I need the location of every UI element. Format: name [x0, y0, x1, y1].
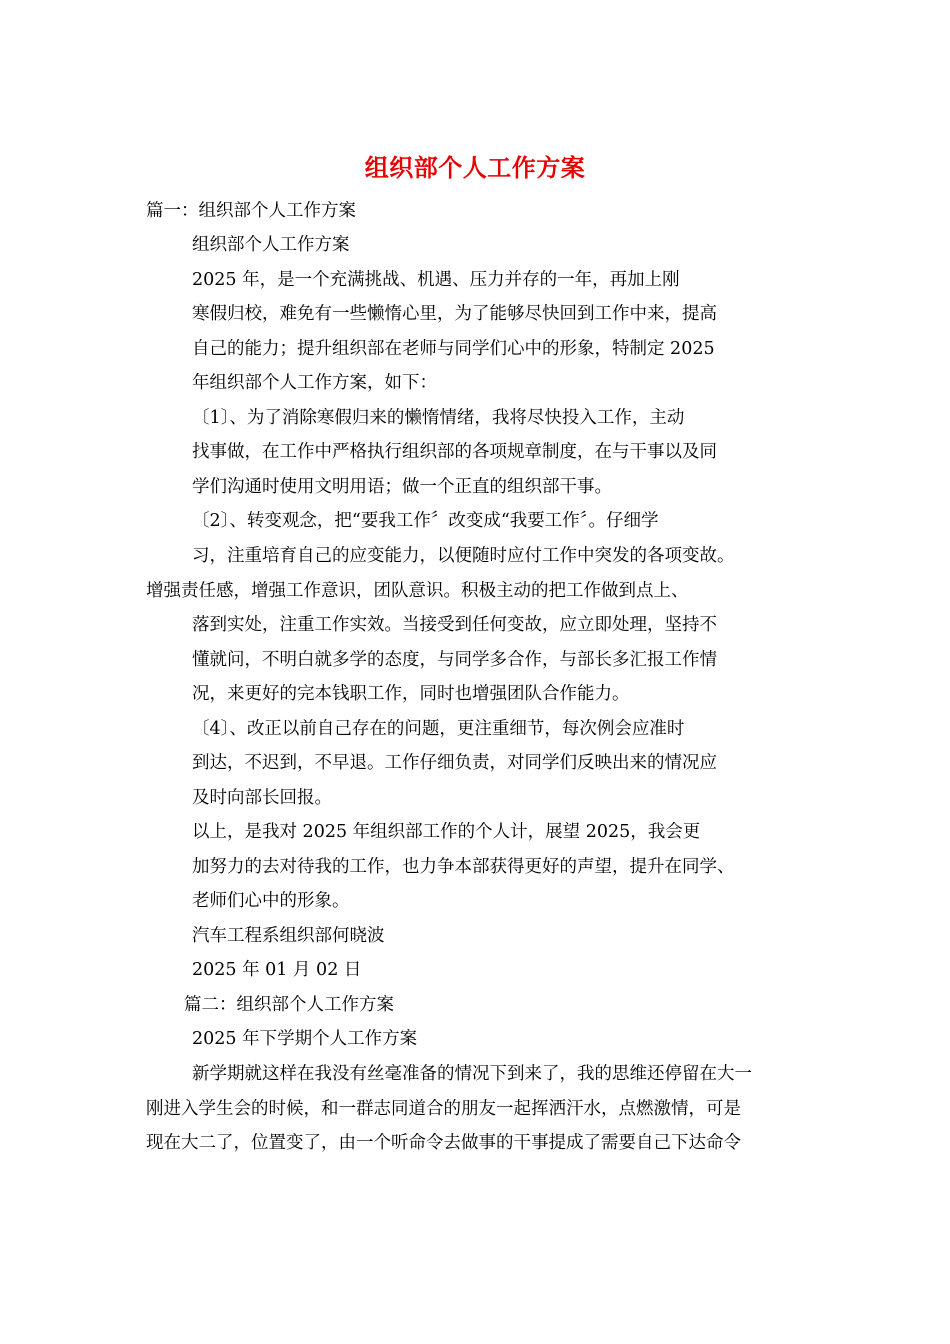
paragraph-line: 年组织部个人工作方案，如下： — [192, 373, 437, 393]
paragraph-line: 现在大二了，位置变了，由一个听命令去做事的干事提成了需要自己下达命令 — [146, 1133, 741, 1153]
paragraph-line: 以上，是我对 2025 年组织部工作的个人计，展望 2025，我会更 — [192, 822, 701, 842]
paragraph-line: 老师们心中的形象。 — [192, 891, 350, 911]
paragraph-line: 寒假归校，难免有一些懒惰心里，为了能够尽快回到工作中来，提高 — [192, 304, 717, 324]
paragraph-line: 懂就问，不明白就多学的态度，与同学多合作，与部长多汇报工作情 — [192, 650, 717, 670]
paragraph-line: 况，来更好的完本钱职工作，同时也增强团队合作能力。 — [192, 684, 630, 704]
paragraph-line: 〔1〕、为了消除寒假归来的懒惰情绪，我将尽快投入工作，主动 — [192, 408, 685, 428]
paragraph-line: 到达，不迟到，不早退。工作仔细负责，对同学们反映出来的情况应 — [192, 753, 717, 773]
paragraph-line: 新学期就这样在我没有丝毫准备的情况下到来了，我的思维还停留在大一 — [192, 1064, 752, 1084]
paragraph-line: 及时向部长回报。 — [192, 788, 332, 808]
paragraph-line: 2025 年，是一个充满挑战、机遇、压力并存的一年，再加上刚 — [192, 270, 680, 290]
signature-name: 汽车工程系组织部何晓波 — [192, 926, 385, 946]
paragraph-line: 找事做，在工作中严格执行组织部的各项规章制度，在与干事以及同 — [192, 442, 717, 462]
paragraph-line: 自己的能力；提升组织部在老师与同学们心中的形象，特制定 2025 — [192, 339, 715, 359]
paragraph-line: 增强责任感，增强工作意识，团队意识。积极主动的把工作做到点上、 — [146, 581, 689, 601]
paragraph-line: 习，注重培育自己的应变能力，以便随时应付工作中突发的各项变故。 — [192, 546, 735, 566]
paragraph-line: 落到实处，注重工作实效。当接受到任何变故，应立即处理，坚持不 — [192, 615, 717, 635]
paragraph-line: 加努力的去对待我的工作，也力争本部获得更好的声望，提升在同学、 — [192, 857, 735, 877]
paragraph-line: 组织部个人工作方案 — [192, 235, 350, 255]
paragraph-line: 刚进入学生会的时候，和一群志同道合的朋友一起挥洒汗水，点燃激情，可是 — [146, 1099, 741, 1119]
signature-date: 2025 年 01 月 02 日 — [192, 960, 362, 980]
paragraph-line: 〔2〕、转变观念，把“要我工作〞改变成“我要工作〞。仔细学 — [192, 511, 659, 531]
page-title: 组织部个人工作方案 — [364, 153, 586, 182]
paragraph-line: 2025 年下学期个人工作方案 — [192, 1029, 418, 1049]
section-heading-1: 篇一：组织部个人工作方案 — [146, 201, 356, 221]
section-heading-2: 篇二：组织部个人工作方案 — [184, 995, 394, 1015]
paragraph-line: 〔4〕、改正以前自己存在的问题，更注重细节，每次例会应准时 — [192, 719, 685, 739]
paragraph-line: 学们沟通时使用文明用语；做一个正直的组织部干事。 — [192, 477, 612, 497]
